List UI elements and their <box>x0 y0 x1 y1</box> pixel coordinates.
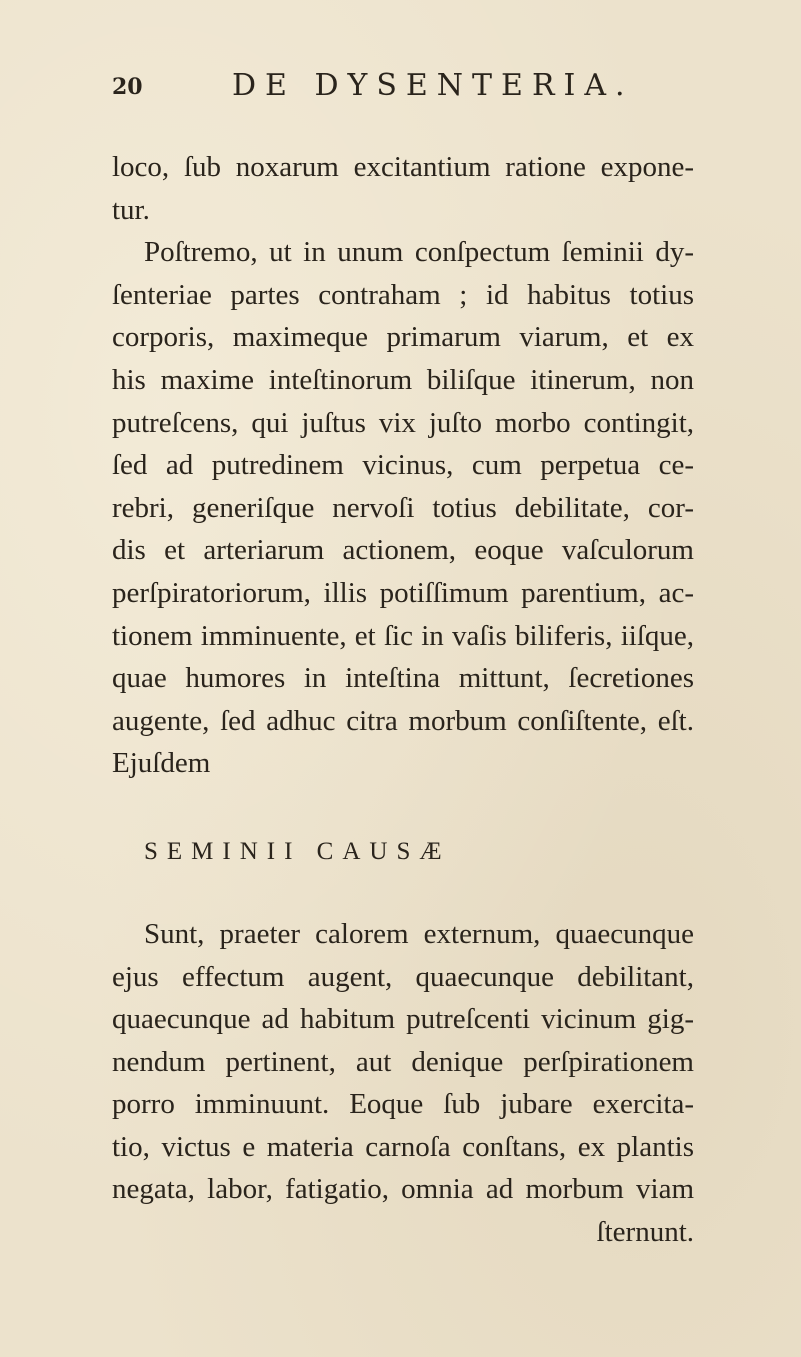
page-header <box>112 68 672 108</box>
paragraph-2 <box>112 231 694 785</box>
paragraph-1 <box>112 146 694 231</box>
page-number: 20 <box>112 74 143 100</box>
text-line: loco, ſub noxarum excitantium ratione expone- <box>112 151 694 183</box>
text-line: ſternunt. <box>596 1216 694 1249</box>
text-line: Ejuſdem <box>112 747 211 780</box>
text-line: ejus effectum augent, quaecunque debilitant, <box>112 960 694 993</box>
text-line: quaecunque ad habitum putreſcenti vicinum gig- <box>112 1003 694 1036</box>
text-line: his maxime inteſtinorum biliſque itinerum, non <box>112 363 694 396</box>
text-line: tionem imminuente, et ſic in vaſis biliferis, iiſque, <box>112 619 694 652</box>
text-line: rebri, generiſque nervoſi totius debilitate, cor- <box>112 491 694 524</box>
section-heading: SEMINII CAUSÆ <box>144 837 451 865</box>
text-line: augente, ſed adhuc citra morbum conſiſtente, eſt. <box>112 704 694 737</box>
text-line: tio, victus e materia carnoſa conſtans, ex plantis <box>112 1130 694 1163</box>
text-line: dis et arteriarum actionem, eoque vaſculorum <box>112 534 694 567</box>
text-line: quae humores in inteſtina mittunt, ſecretiones <box>112 662 694 695</box>
text-line: corporis, maximeque primarum viarum, et ex <box>112 321 694 354</box>
running-title: DE DYSENTERIA. <box>232 68 634 103</box>
text-line: nendum pertinent, aut denique perſpirationem <box>112 1045 694 1078</box>
text-line: negata, labor, fatigatio, omnia ad morbum viam <box>112 1173 694 1206</box>
text-line: Sunt, praeter calorem externum, quaecunque <box>144 917 694 950</box>
text-line: perſpiratoriorum, illis potiſſimum parentium, ac- <box>112 576 694 609</box>
paragraph-3 <box>112 913 694 1254</box>
text-line: porro imminuunt. Eoque ſub jubare exercita- <box>112 1088 694 1121</box>
text-line: ſenteriae partes contraham ; id habitus totius <box>112 278 694 311</box>
text-line: ſed ad putredinem vicinus, cum perpetua ce- <box>112 449 694 482</box>
body-text <box>112 146 694 1254</box>
text-line: Poſtremo, ut in unum conſpectum ſeminii dy- <box>144 236 694 269</box>
text-line: putreſcens, qui juſtus vix juſto morbo contingit, <box>112 406 694 439</box>
text-line: tur. <box>112 193 150 226</box>
